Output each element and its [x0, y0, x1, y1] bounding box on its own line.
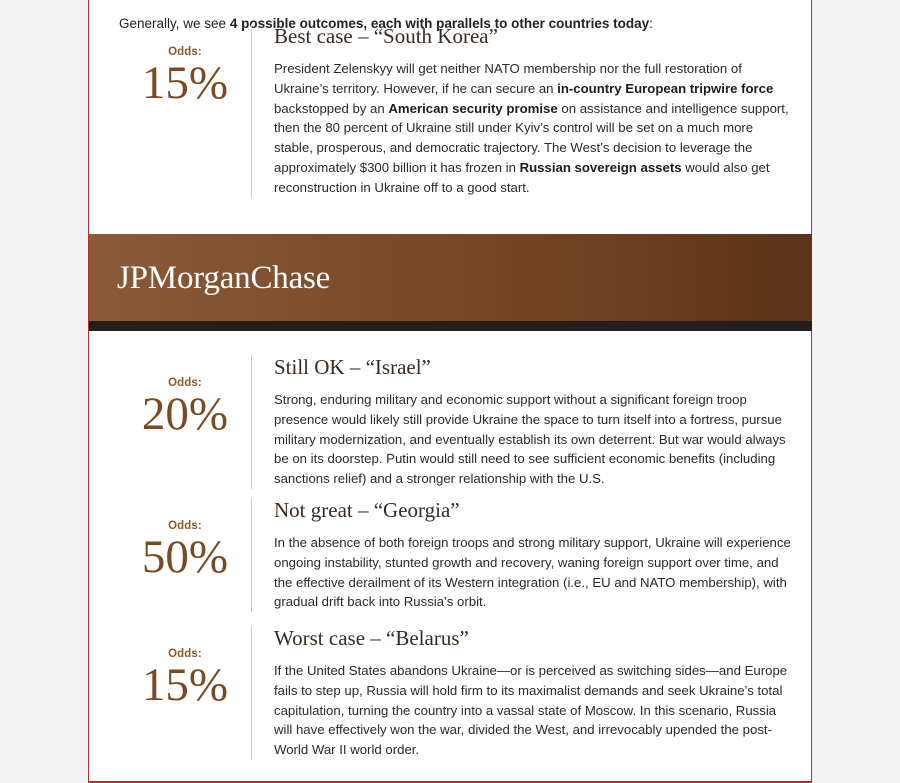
odds-column	[119, 24, 251, 198]
odds-value: 50%	[141, 531, 229, 583]
outcome-title: Still OK – “Israel”	[274, 355, 431, 379]
outcome-section-worst-case	[119, 626, 795, 760]
outcome-body: Strong, enduring military and economic support without a significant foreign troop presence would likely still provide Ukraine the space to turn itself into a fortress, pursue military modernization, and eventually establish its own deterrent. But war would always be on its doorstep. Putin would still need to see sufficient economic benefits (including sanctions relief) and a stronger relationship with the U.S.	[274, 392, 786, 487]
odds-column	[119, 626, 251, 760]
odds-column	[119, 498, 251, 612]
document-page	[88, 0, 812, 783]
odds-label: Odds:	[168, 520, 202, 532]
outcome-body: If the United States abandons Ukraine—or is perceived as switching sides—and Europe fails to step up, Russia will hold firm to its maximalist demands and seek Ukraine’s total capitulation, turning the country into a vassal state of Moscow. In this scenario, Russia will have effectively won the war, divided the West, and irrevocably upended the post-World War II world order.	[274, 663, 788, 758]
outcome-body: President Zelenskyy will get neither NATO membership nor the full restoration of Ukraine’s territory. However, if he can secure an in-country European tripwire force backstopped by an American security promise on assistance and intelligence support, then the 80 percent of Ukraine still under Kyiv’s control will be set on a much more stable, prosperous, and democratic trajectory. The West’s decision to leverage the approximately $300 billion it has frozen in Russian sovereign assets would also get reconstruction in Ukraine off to a good start.	[274, 61, 789, 195]
odds-value: 15%	[141, 659, 229, 711]
odds-column	[119, 355, 251, 489]
jpmorganchase-logo: JPMorganChase	[117, 260, 331, 296]
outcome-text-column	[251, 355, 795, 489]
outcome-body: In the absence of both foreign troops and strong military support, Ukraine will experience ongoing instability, stunted growth and recovery, waning foreign support over time, and the effective derailment of its Western integration (i.e., EU and NATO membership), with gradual drift back into Russia’s orbit.	[274, 535, 791, 610]
outcome-text-column	[251, 24, 795, 198]
outcome-text-column	[251, 498, 795, 612]
outcome-title: Best case – “South Korea”	[274, 24, 498, 48]
outcome-section-best-case	[119, 24, 795, 198]
outcome-section-still-ok	[119, 355, 795, 489]
outcome-title: Not great – “Georgia”	[274, 498, 460, 522]
odds-label: Odds:	[168, 377, 202, 389]
banner-bottom-rule	[89, 321, 812, 331]
intro-text-before: Generally, we see	[119, 15, 230, 31]
brand-banner	[89, 234, 812, 321]
outcome-text-column	[251, 626, 795, 760]
intro-text-after: :	[649, 15, 653, 31]
outcome-title: Worst case – “Belarus”	[274, 626, 469, 650]
odds-label: Odds:	[168, 46, 202, 58]
odds-value: 20%	[141, 388, 229, 440]
outcome-section-not-great	[119, 498, 795, 612]
odds-label: Odds:	[168, 648, 202, 660]
intro-text-bold: 4 possible outcomes, each with parallels to other countries today	[229, 15, 650, 31]
odds-value: 15%	[141, 57, 229, 109]
